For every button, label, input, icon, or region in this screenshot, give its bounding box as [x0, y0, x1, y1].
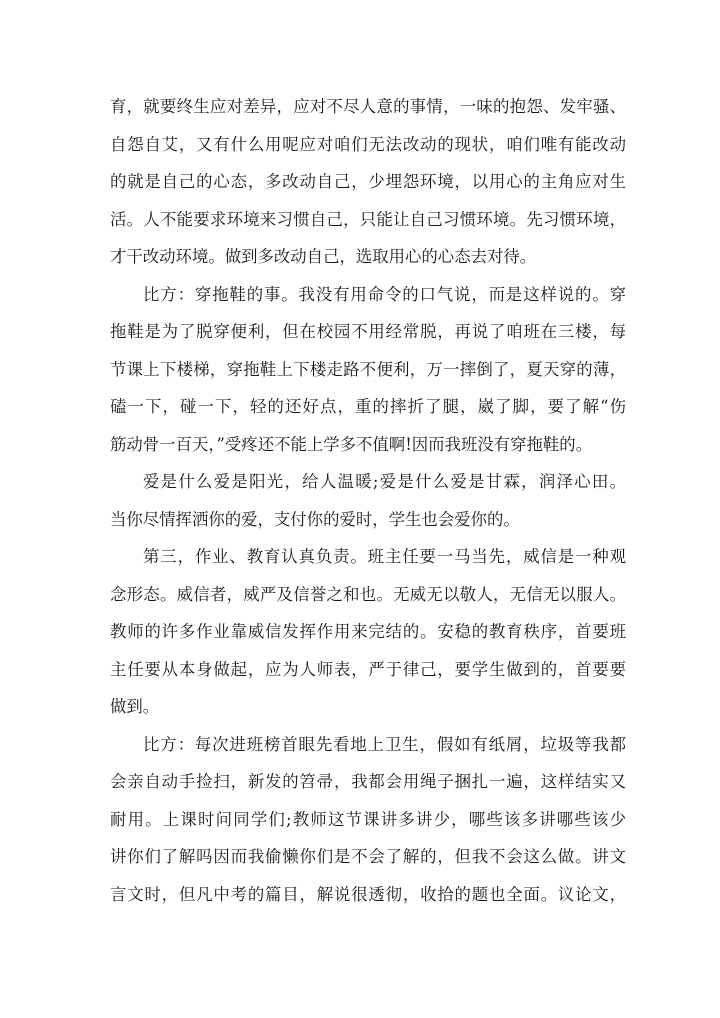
- text-line: 言文时，但凡中考的篇目，解说很透彻，收拾的题也全面。议论文，: [110, 884, 626, 904]
- text-line: 会亲自动手捡扫，新发的笤帚，我都会用绳子捆扎一遍，这样结实又: [110, 772, 626, 791]
- text-line: 主任要从本身做起，应为人师表，严于律己，要学生做到的，首要要: [110, 659, 626, 679]
- paragraph: [110, 726, 626, 914]
- text-line: 讲你们了解吗因而我偷懒你们是不会了解的，但我不会这么做。讲文: [110, 847, 626, 866]
- paragraph: [110, 463, 626, 538]
- text-line: 念形态。威信者，威严及信誉之和也。无威无以敬人，无信无以服人。: [110, 584, 626, 604]
- text-line: 筋动骨一百天，”受疼还不能上学多不值啊!因而我班没有穿拖鞋的。: [110, 434, 593, 454]
- text-line: 自怨自艾，又有什么用呢应对咱们无法改动的现状，咱们唯有能改动: [110, 134, 626, 154]
- text-line: 育，就要终生应对差异，应对不尽人意的事情，一味的抱怨、发牢骚、: [110, 97, 626, 116]
- text-line: 的就是自己的心态，多改动自己，少埋怨环境，以用心的主角应对生: [110, 172, 626, 191]
- paragraph: [110, 88, 626, 276]
- text-line: 比方：穿拖鞋的事。我没有用命令的口气说，而是这样说的。穿: [143, 284, 626, 304]
- paragraph: [110, 538, 626, 726]
- text-line: 当你尽情挥洒你的爱，支付你的爱时，学生也会爱你的。: [110, 509, 520, 529]
- text-line: 活。人不能要求环境来习惯自己，只能让自己习惯环境。先习惯环境，: [110, 209, 626, 229]
- document-page: [110, 88, 626, 913]
- text-line: 节课上下楼梯，穿拖鞋上下楼走路不便利，万一摔倒了，夏天穿的薄，: [110, 359, 626, 379]
- text-line: 做到。: [110, 697, 160, 716]
- text-line: 第三，作业、教育认真负责。班主任要一马当先，威信是一种观: [143, 547, 626, 566]
- text-line: 拖鞋是为了脱穿便利，但在校园不用经常脱，再说了咱班在三楼，每: [110, 322, 626, 341]
- text-line: 耐用。上课时问同学们;教师这节课讲多讲少，哪些该多讲哪些该少: [110, 809, 626, 829]
- text-line: 磕一下，碰一下，轻的还好点，重的摔折了腿，崴了脚，要了解“伤: [110, 397, 626, 416]
- text-line: 爱是什么爱是阳光，给人温暖;爱是什么爱是甘霖，润泽心田。: [143, 472, 626, 491]
- text-line: 比方：每次进班榜首眼先看地上卫生，假如有纸屑，垃圾等我都: [143, 734, 626, 754]
- paragraph: [110, 276, 626, 464]
- text-line: 教师的许多作业靠威信发挥作用来完结的。安稳的教育秩序，首要班: [110, 622, 626, 641]
- text-line: 才干改动环境。做到多改动自己，选取用心的心态去对待。: [110, 247, 537, 266]
